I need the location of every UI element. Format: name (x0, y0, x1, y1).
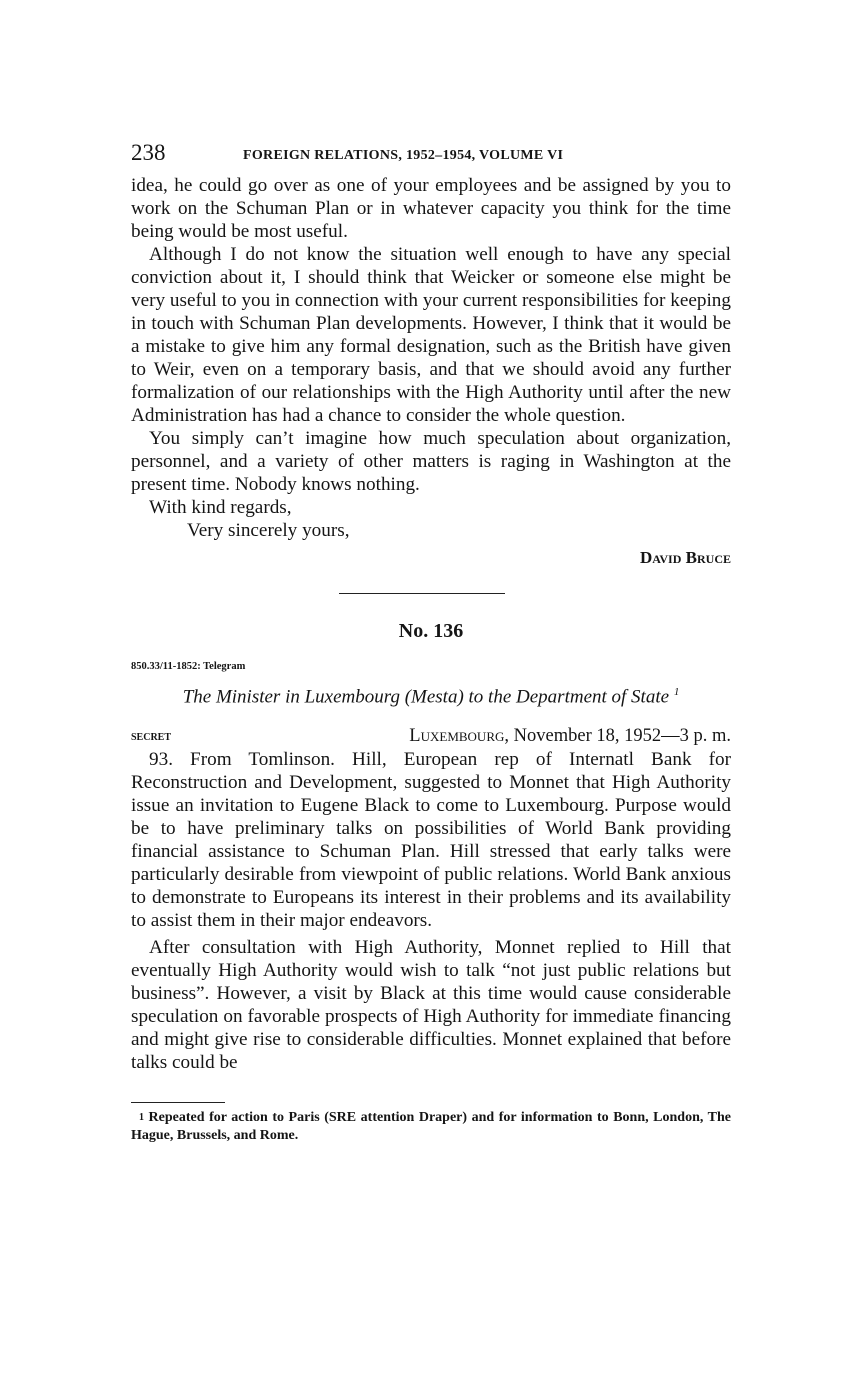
letter-closing: With kind regards, (149, 497, 292, 518)
letter-paragraph: idea, he could go over as one of your employees and be assigned by you to work on the Schuman Plan or in whatever capacity you think for the time being would be most useful. (131, 175, 731, 242)
footnote (131, 1109, 731, 1145)
letter-body (131, 174, 731, 569)
page-number: 238 (131, 140, 166, 165)
running-head (131, 140, 731, 174)
running-title: FOREIGN RELATIONS, 1952–1954, VOLUME VI (243, 148, 564, 163)
place-date (409, 725, 731, 748)
telegram-body (131, 748, 731, 1074)
footnote-divider (131, 1102, 225, 1103)
dateline (131, 725, 731, 748)
document-number: No. 136 (398, 620, 464, 642)
footnote-text: Repeated for action to Paris (SRE attention Draper) and for information to Bonn, London, The Hague, Brussels, and Rome. (131, 1110, 731, 1144)
letter-valediction: Very sincerely yours, (187, 520, 350, 541)
place: Luxembourg, (409, 726, 510, 747)
telegram-paragraph: After consultation with High Authority, Monnet replied to Hill that eventually High Authority would wish to talk “not just public relations but business”. However, a visit by Black at this time would cause considerable speculation on favorable prospects of High Authority for immediate financing and might give rise to considerable difficulties. Monnet explained that before talks could be (131, 937, 731, 1074)
letter-signature: David Bruce (640, 548, 731, 567)
footnote-reference: 1 (673, 686, 680, 698)
letter-paragraph: You simply can’t imagine how much speculation about organization, personnel, and a variety of other matters is raging in Washington at the present time. Nobody knows nothing. (131, 428, 731, 495)
classification-marking: secret (131, 729, 172, 745)
document-title-text: The Minister in Luxembourg (Mesta) to the Department of State (182, 686, 670, 708)
section-divider (339, 593, 505, 594)
footnote-mark: 1 (139, 1112, 144, 1124)
document-page (131, 140, 731, 1145)
file-reference: 850.33/11-1852: Telegram (131, 661, 246, 672)
document-title (131, 686, 731, 708)
date: November 18, 1952—3 p. m. (513, 726, 731, 747)
telegram-paragraph: 93. From Tomlinson. Hill, European rep of Internatl Bank for Reconstruction and Development, suggested to Monnet that High Authority issue an invitation to Eugene Black to come to Luxembourg. Purpose would be to have preliminary talks on possibilities of World Bank providing financial assistance to Schuman Plan. Hill stressed that early talks were particularly desirable from viewpoint of public relations. World Bank anxious to demonstrate to Europeans its interest in their problems and its availability to assist them in their major endeavors. (131, 749, 731, 932)
letter-paragraph: Although I do not know the situation well enough to have any special conviction about it, I should think that Weicker or someone else might be very useful to you in connection with your current responsibilities for keeping in touch with Schuman Plan developments. However, I think that it would be a mistake to give him any formal designation, such as the British have given to Weir, even on a temporary basis, and that we should avoid any further formalization of our relationships with the High Authority until after the new Administration has had a chance to consider the whole question. (131, 244, 731, 426)
